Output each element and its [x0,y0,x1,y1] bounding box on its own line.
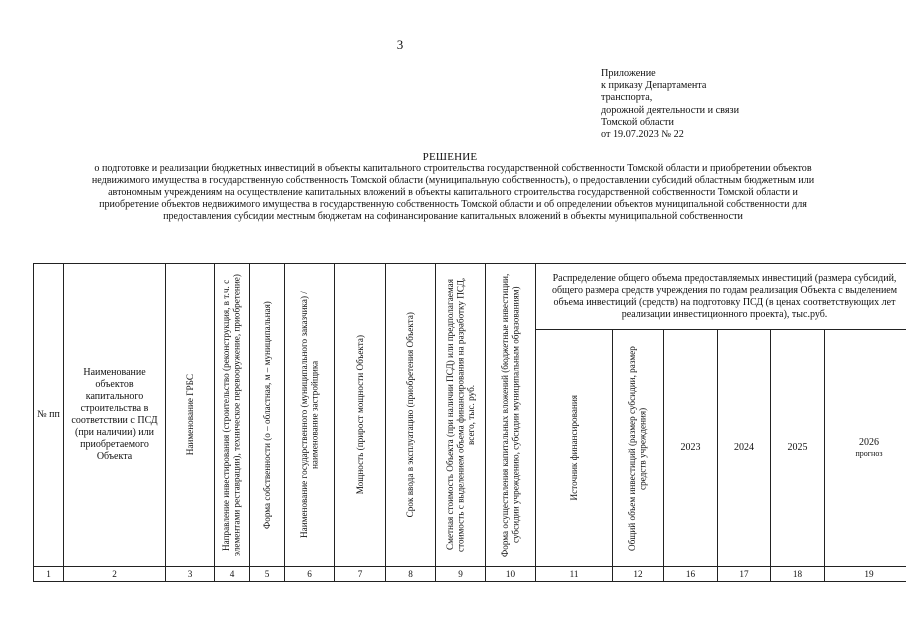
appendix-line: от 19.07.2023 № 22 [601,129,684,141]
header-capacity: Мощность (прирост мощности Объекта) [335,264,386,567]
page-number: 3 [396,37,404,52]
decision-line: недвижимого имущества в государственную собственность Томской области (муниципальную собственность), о предоставлении субсидий областным бюджетным или [91,175,815,187]
decision-title: РЕШЕНИЕ [422,151,478,163]
column-number: 19 [825,567,906,582]
column-number-row [34,567,906,582]
header-commissioning-date: Срок ввода в эксплуатацию (приобретения Объекта) [386,264,436,567]
header-distribution-group: Распределение общего объема предоставляемых инвестиций (размера субсидий, общего размера средств учреждения по годам реализация Объекта с выделением объема инвестиций (средств) на подготовку ПСД (в ценах соответствующих лет реализации инвестиционного проекта), тыс.руб. [536,264,906,330]
decision-line: приобретение объектов недвижимого имущества в государственную собственность Томской области и об определении объектов муниципальной собственности для [99,199,807,211]
column-number: 16 [664,567,718,582]
column-number: 1 [34,567,64,582]
appendix-line: дорожной деятельности и связи [601,104,740,116]
header-funding-source: Источник финансирования [536,330,613,567]
column-number: 2 [64,567,166,582]
appendix-line: к приказу Департамента [601,80,707,92]
column-number: 10 [486,567,536,582]
column-number: 6 [285,567,335,582]
header-investment-direction: Направление инвестирования (строительство (реконструкция, в т.ч. с элементами реставрации), техническое перевооружение, приобретение) [215,264,250,567]
column-number: 7 [335,567,386,582]
column-number: 5 [250,567,285,582]
header-year-2023: 2023 [664,330,718,567]
decision-line: автономным учреждениям на осуществление капитальных вложений в объекты капитального строительства государственной собственности Томской области и [108,187,798,199]
header-number: № пп [34,264,64,567]
column-number: 17 [718,567,771,582]
header-object-name: Наименование объектов капитального строительства в соответствии с ПСД (при наличии) или приобретаемого Объекта [64,264,166,567]
column-number: 8 [386,567,436,582]
column-number: 12 [613,567,664,582]
column-number: 3 [166,567,215,582]
column-number: 18 [771,567,825,582]
header-ownership-form: Форма собственности (о – областная, м – муниципальная) [250,264,285,567]
header-total-investment: Общий объем инвестиций (размер субсидии, размер средств учреждения) [613,330,664,567]
appendix-line: Томской области [601,116,674,128]
header-customer: Наименование государственного (муниципального заказчика) / наименование застройщика [285,264,335,567]
header-investment-form: Форма осуществления капитальных вложений (бюджетные инвестиции, субсидии учреждению, субсидии муниципальным образованиям) [486,264,536,567]
appendix-block [601,68,801,141]
appendix-line: Приложение [601,68,656,79]
column-number: 9 [436,567,486,582]
decision-line: предоставления субсидии местным бюджетам на софинансирование капитальных вложений в объекты муниципальной собственности [163,211,743,223]
investment-table [33,263,906,582]
header-year-2024: 2024 [718,330,771,567]
decision-line: о подготовке и реализации бюджетных инвестиций в объекты капитального строительства государственной собственности Томской области и приобретении объектов [94,163,812,174]
header-grbs: Наименование ГРБС [166,264,215,567]
header-estimated-cost: Сметная стоимость Объекта (при наличии ПСД) или предполагаемая стоимость с выделением объема финансирования на разработку ПСД, всего, тыс. руб. [436,264,486,567]
decision-text [46,163,860,223]
column-number: 4 [215,567,250,582]
column-number: 11 [536,567,613,582]
appendix-line: транспорта, [601,92,653,104]
header-year-2026: 2026 прогноз [825,330,906,567]
header-year-2025: 2025 [771,330,825,567]
